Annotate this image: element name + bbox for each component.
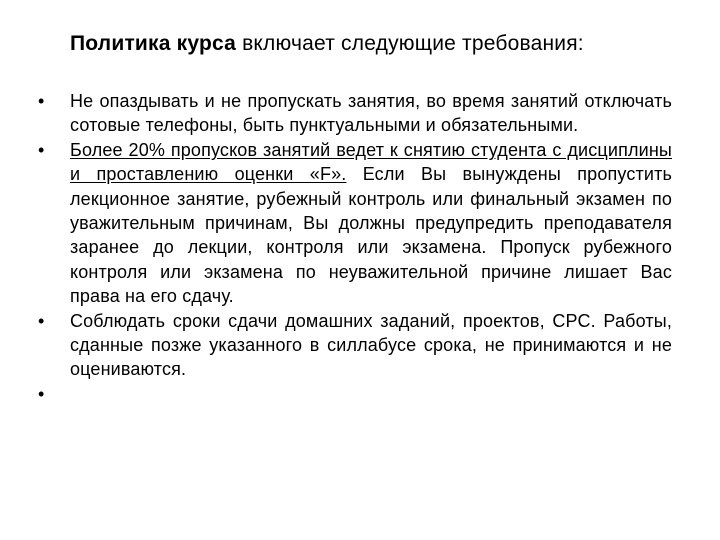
title-bold-part: Политика курса <box>70 32 237 55</box>
bullet-marker: • <box>38 91 45 111</box>
bullet-text: Соблюдать сроки сдачи домашних заданий, проектов, СРС. Работы, сданные позже указанного в силлабусе срока, не принимаются и не оцениваются. <box>70 310 672 380</box>
bullet-item-deadlines <box>0 309 672 382</box>
title-rest-part: включает следующие требования: <box>236 32 584 55</box>
bullet-item-absences <box>0 138 672 309</box>
bullet-text: Не опаздывать и не пропускать занятия, во время занятий отключать сотовые телефоны, быть пунктуальными и обязательными. <box>70 91 672 136</box>
bullet-marker: • <box>38 139 45 160</box>
slide-title <box>70 30 690 58</box>
bullet-text: Если Вы вынуждены пропустить лекционное занятие, рубежный контроль или финальный экзамен по уважительным причинам, Вы должны предупредить преподавателя заранее до лекции, контроля или экзамена. Пропуск рубежного контроля или экзамена по неуважительной причине лишает Вас права на его сдачу. <box>70 164 672 307</box>
bullet-item-punctuality <box>0 89 672 138</box>
bullet-marker: • <box>38 310 45 331</box>
bullet-list <box>0 89 720 406</box>
bullet-underlined-text: Более 20% пропусков занятий ведет к снятию студента с дисциплины и проставлению оценки «F». <box>70 139 672 185</box>
bullet-item-empty <box>0 382 672 406</box>
bullet-marker: • <box>38 383 45 404</box>
